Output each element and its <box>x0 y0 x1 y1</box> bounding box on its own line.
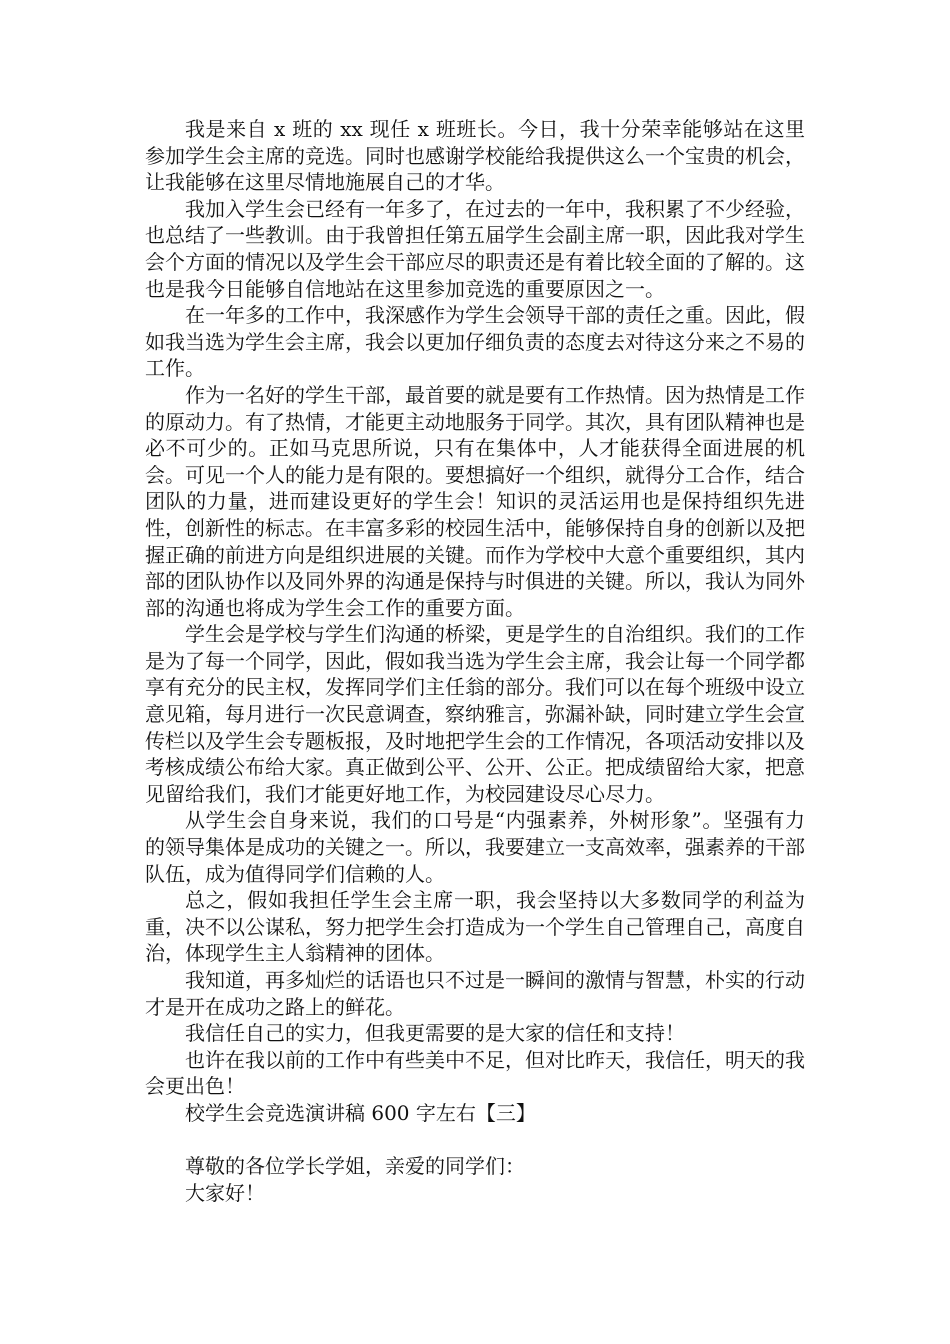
paragraph: 作为一名好的学生干部，最首要的就是要有工作热情。因为热情是工作的原动力。有了热情，才能更主动地服务于同学。其次，具有团队精神也是必不可少的。正如马克思所说，只有在集体中，人才能获得全面进展的机会。可见一个人的能力是有限的。要想搞好一个组织，就得分工合作，结合团队的力量，进而建设更好的学生会！知识的灵活运用也是保持组织先进性，创新性的标志。在丰富多彩的校园生活中，能够保持自身的创新以及把握正确的前进方向是组织进展的关键。而作为学校中大意个重要组织，其内部的团队协作以及同外界的沟通是保持与时俱进的关键。所以，我认为同外部的沟通也将成为学生会工作的重要方面。 <box>145 382 805 620</box>
paragraph: 我是来自 x 班的 xx 现任 x 班班长。今日，我十分荣幸能够站在这里参加学生会主席的竞选。同时也感谢学校能给我提供这么一个宝贵的机会，让我能够在这里尽情地施展自己的才华。 <box>145 117 805 195</box>
paragraph: 我信任自己的实力，但我更需要的是大家的信任和支持！ <box>185 1021 685 1046</box>
paragraph: 我知道，再多灿烂的话语也只不过是一瞬间的激情与智慧，朴实的行动才是开在成功之路上的鲜花。 <box>145 968 805 1019</box>
paragraph: 在一年多的工作中，我深感作为学生会领导干部的责任之重。因此，假如我当选为学生会主席，我会以更加仔细负责的态度去对待这分来之不易的工作。 <box>145 303 805 381</box>
section-heading: 校学生会竞选演讲稿 600 字左右【三】 <box>185 1100 536 1125</box>
paragraph: 学生会是学校与学生们沟通的桥梁，更是学生的自治组织。我们的工作是为了每一个同学，因此，假如我当选为学生会主席，我会让每一个同学都享有充分的民主权，发挥同学们主任翁的部分。我们可以在每个班级中设立意见箱，每月进行一次民意调查，察纳雅言，弥漏补缺，同时建立学生会宣传栏以及学生会专题板报，及时地把学生会的工作情况，各项活动安排以及考核成绩公布给大家。真正做到公平、公开、公正。把成绩留给大家，把意见留给我们，我们才能更好地工作，为校园建设尽心尽力。 <box>145 622 805 806</box>
salutation: 尊敬的各位学长学姐，亲爱的同学们： <box>185 1154 525 1179</box>
paragraph: 总之，假如我担任学生会主席一职，我会坚持以大多数同学的利益为重，决不以公谋私，努力把学生会打造成为一个学生自己管理自己，高度自治，体现学生主人翁精神的团体。 <box>145 888 805 966</box>
document-body <box>145 116 805 1206</box>
paragraph: 从学生会自身来说，我们的口号是“内强素养，外树形象”。坚强有力的领导集体是成功的关键之一。所以，我要建立一支高效率，强素养的干部队伍，成为值得同学们信赖的人。 <box>145 808 805 886</box>
paragraph: 我加入学生会已经有一年多了，在过去的一年中，我积累了不少经验，也总结了一些教训。由于我曾担任第五届学生会副主席一职，因此我对学生会个方面的情况以及学生会干部应尽的职责还是有着比较全面的了解的。这也是我今日能够自信地站在这里参加竞选的重要原因之一。 <box>145 196 805 301</box>
paragraph: 也许在我以前的工作中有些美中不足，但对比昨天，我信任，明天的我会更出色！ <box>145 1047 805 1099</box>
blank-line <box>145 1127 805 1154</box>
greeting: 大家好！ <box>185 1180 265 1205</box>
